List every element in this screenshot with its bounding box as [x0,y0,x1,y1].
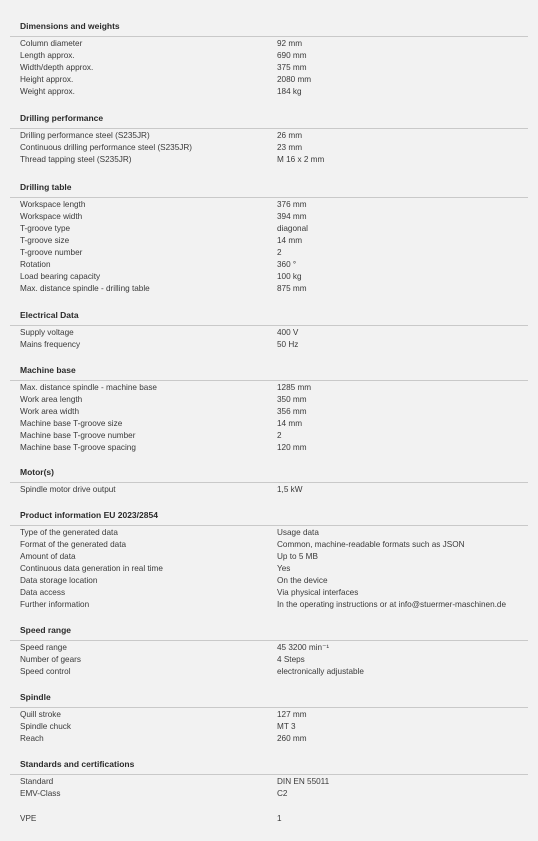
spec-value: 4 Steps [277,655,305,664]
spec-section [0,364,538,454]
spec-label: Machine base T-groove number [20,431,136,440]
spec-label: Reach [20,734,44,743]
spec-value: 45 3200 min⁻¹ [277,643,330,652]
spec-value: 375 mm [277,63,307,72]
spec-value: On the device [277,576,328,585]
spec-label: T-groove size [20,236,70,245]
spec-value: 50 Hz [277,340,299,349]
spec-row [0,406,538,418]
spec-value: 2 [277,431,282,440]
spec-label: Further information [20,600,90,609]
section-title: Standards and certifications [20,759,135,769]
spec-label: Mains frequency [20,340,81,349]
spec-value: Yes [277,564,291,573]
spec-label: Number of gears [20,655,81,664]
spec-row [0,199,538,211]
spec-row [0,430,538,442]
spec-value: 120 mm [277,443,307,452]
spec-row [0,62,538,74]
section-rows [0,326,538,351]
spec-label: Max. distance spindle - machine base [20,383,157,392]
spec-label: Type of the generated data [20,528,118,537]
spec-label: T-groove number [20,248,83,257]
spec-value: 2080 mm [277,75,312,84]
spec-value: 26 mm [277,131,303,140]
spec-value: 1 [277,814,282,823]
spec-label: Machine base T-groove spacing [20,443,136,452]
spec-row [0,283,538,295]
spec-value: 400 V [277,328,299,337]
spec-row [0,721,538,733]
spec-label: Rotation [20,260,51,269]
spec-value: DIN EN 55011 [277,777,330,786]
spec-value: 376 mm [277,200,307,209]
section-rows [0,708,538,745]
vpe-row [0,813,538,825]
spec-row [0,382,538,394]
spec-label: Format of the generated data [20,540,127,549]
spec-label: Speed range [20,643,67,652]
spec-row [0,527,538,539]
spec-label: Standard [20,777,54,786]
spec-value: Common, machine-readable formats such as JSON [277,540,465,549]
spec-value: Up to 5 MB [277,552,318,561]
spec-value: 875 mm [277,284,307,293]
spec-row [0,733,538,745]
spec-value: 1,5 kW [277,485,303,494]
spec-label: VPE [20,814,37,823]
spec-label: Work area length [20,395,83,404]
section-rows [0,641,538,678]
spec-label: Length approx. [20,51,75,60]
spec-label: Continuous drilling performance steel (S235JR) [20,143,193,152]
section-rows [0,129,538,166]
spec-label: Quill stroke [20,710,61,719]
spec-row [0,339,538,351]
section-title: Product information EU 2023/2854 [20,510,158,520]
spec-label: Drilling performance steel (S235JR) [20,131,150,140]
spec-value: 184 kg [277,87,302,96]
spec-label: Continuous data generation in real time [20,564,163,573]
section-rows [0,526,538,611]
spec-value: 260 mm [277,734,307,743]
spec-section [0,509,538,611]
spec-row [0,776,538,788]
spec-row [0,484,538,496]
spec-label: Height approx. [20,75,74,84]
section-rows [0,381,538,454]
spec-row [0,575,538,587]
section-title: Drilling table [20,182,72,192]
spec-row [0,587,538,599]
spec-section [0,181,538,295]
spec-row [0,142,538,154]
spec-value: 1285 mm [277,383,312,392]
spec-label: Data access [20,588,66,597]
spec-row [0,86,538,98]
spec-label: Thread tapping steel (S235JR) [20,155,132,164]
spec-label: Load bearing capacity [20,272,101,281]
spec-section [0,20,538,98]
spec-value: 394 mm [277,212,307,221]
spec-value: 127 mm [277,710,307,719]
spec-section [0,691,538,745]
spec-value: 350 mm [277,395,307,404]
spec-label: Supply voltage [20,328,74,337]
spec-label: EMV-Class [20,789,61,798]
spec-row [0,666,538,678]
section-title: Drilling performance [20,113,104,123]
spec-value: 2 [277,248,282,257]
spec-label: Width/depth approx. [20,63,94,72]
section-title: Dimensions and weights [20,21,120,31]
spec-value: 23 mm [277,143,303,152]
spec-row [0,211,538,223]
spec-label: Machine base T-groove size [20,419,123,428]
section-title: Speed range [20,625,72,635]
spec-row [0,235,538,247]
spec-row [0,642,538,654]
spec-label: Data storage location [20,576,98,585]
section-rows [0,37,538,98]
spec-label: Work area width [20,407,80,416]
spec-row [0,130,538,142]
spec-value: M 16 x 2 mm [277,155,325,164]
spec-row [0,154,538,166]
spec-value: diagonal [277,224,308,233]
spec-row [0,788,538,800]
spec-section [0,309,538,351]
spec-section [0,466,538,496]
spec-label: Amount of data [20,552,76,561]
spec-row [0,50,538,62]
section-title: Electrical Data [20,310,79,320]
spec-value: 100 kg [277,272,302,281]
spec-value: MT 3 [277,722,296,731]
spec-label: Speed control [20,667,71,676]
spec-label: Weight approx. [20,87,75,96]
section-title: Machine base [20,365,76,375]
spec-value: 356 mm [277,407,307,416]
spec-row [0,539,538,551]
spec-label: Spindle chuck [20,722,71,731]
spec-section [0,112,538,166]
spec-value: In the operating instructions or at info@stuermer-maschinen.de [277,600,507,609]
spec-label: Column diameter [20,39,83,48]
spec-label: Max. distance spindle - drilling table [20,284,150,293]
spec-row [0,599,538,611]
spec-row [0,74,538,86]
spec-value: 690 mm [277,51,307,60]
spec-row [0,563,538,575]
spec-label: T-groove type [20,224,71,233]
spec-value: Usage data [277,528,319,537]
section-title: Spindle [20,692,51,702]
spec-row [0,709,538,721]
spec-row [0,38,538,50]
spec-row [0,442,538,454]
spec-row [0,394,538,406]
section-rows [0,198,538,295]
spec-row [0,223,538,235]
spec-row [0,327,538,339]
spec-value: 14 mm [277,236,303,245]
spec-value: 92 mm [277,39,303,48]
spec-value: Via physical interfaces [277,588,359,597]
spec-label: Spindle motor drive output [20,485,116,494]
spec-value: 360 ° [277,260,297,269]
spec-value: electronically adjustable [277,667,364,676]
spec-section [0,758,538,800]
spec-row [0,271,538,283]
section-rows [0,775,538,800]
spec-row [0,551,538,563]
spec-row [0,418,538,430]
spec-section [0,624,538,678]
section-title: Motor(s) [20,467,54,477]
spec-label: Workspace width [20,212,83,221]
spec-row [0,259,538,271]
section-rows [0,483,538,496]
spec-value: C2 [277,789,288,798]
spec-value: 14 mm [277,419,303,428]
spec-label: Workspace length [20,200,86,209]
spec-row [0,247,538,259]
spec-row [0,654,538,666]
